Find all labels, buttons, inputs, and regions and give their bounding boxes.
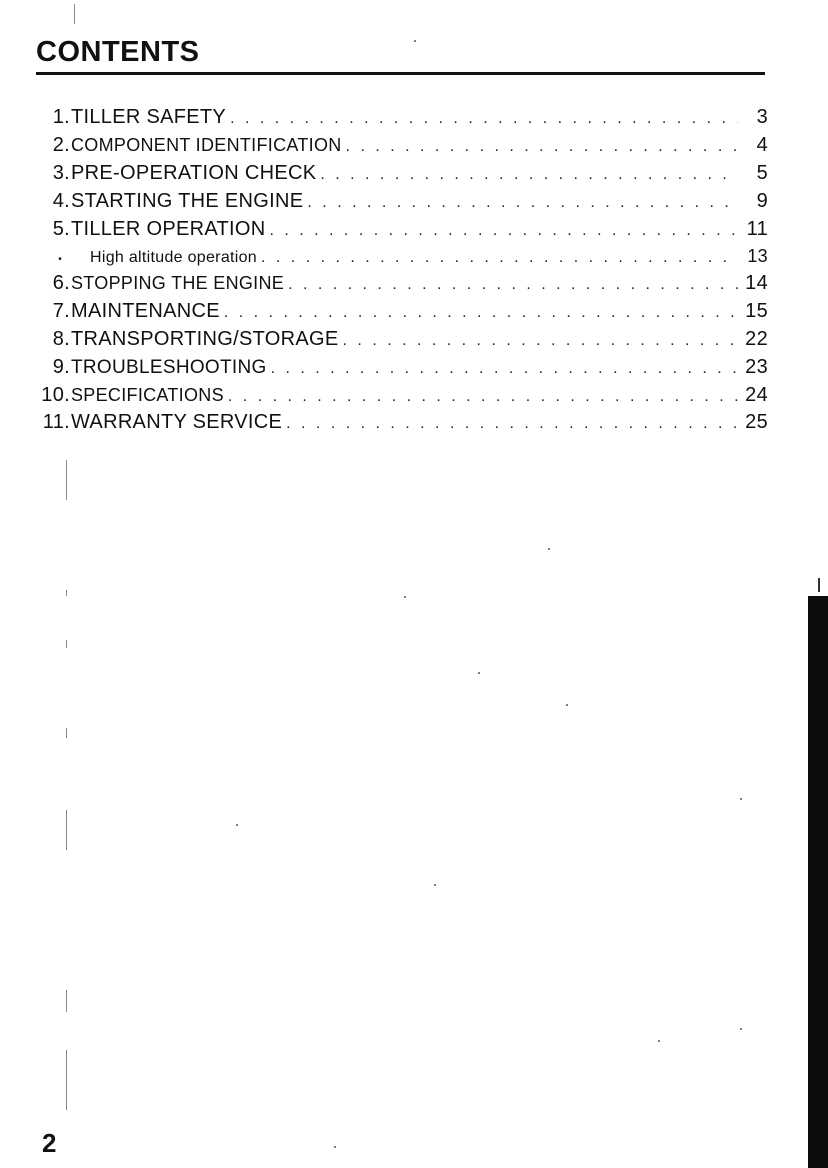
toc-entry-page: 22 (745, 328, 768, 350)
toc-entry-page: 9 (756, 190, 768, 212)
toc-dot-leader (320, 161, 738, 189)
toc-entry-number: 5. (52, 218, 70, 240)
toc-entry-page: 23 (745, 356, 768, 378)
toc-entry-label: STARTING THE ENGINE (71, 190, 304, 212)
toc-entry[interactable] (34, 353, 768, 381)
toc-entry-page: 4 (756, 134, 768, 156)
toc-dot-leader (288, 271, 738, 299)
toc-entry[interactable] (34, 297, 768, 325)
toc-entry[interactable] (34, 381, 768, 409)
toc-entry-number: 2. (52, 134, 70, 156)
toc-entry-page: 25 (745, 411, 768, 433)
toc-subentry[interactable] (34, 242, 768, 270)
toc-dot-leader (261, 244, 738, 272)
scan-margin-mark (66, 810, 67, 850)
scan-speck (434, 884, 436, 886)
toc-entry[interactable] (34, 325, 768, 353)
scan-speck (236, 824, 238, 826)
scan-speck (414, 40, 416, 42)
toc-entry-number: 11. (42, 411, 70, 433)
scan-speck (548, 548, 550, 550)
toc-entry-label: TILLER OPERATION (71, 218, 266, 240)
toc-entry-label: STOPPING THE ENGINE (71, 273, 285, 293)
toc-entry-number: 1. (52, 106, 70, 128)
toc-entry[interactable] (34, 159, 768, 187)
toc-entry-label: COMPONENT IDENTIFICATION (71, 135, 342, 155)
toc-dot-leader (343, 327, 738, 355)
toc-dot-leader (346, 133, 738, 161)
toc-dot-leader (228, 383, 738, 411)
toc-entry-label: TROUBLESHOOTING (71, 357, 267, 378)
toc-entry-label: TILLER SAFETY (71, 106, 227, 128)
toc-entry-label: High altitude operation (90, 249, 258, 266)
scan-margin-mark (66, 1050, 67, 1110)
toc-entry-number: 3. (52, 162, 70, 184)
page-number: 2 (42, 1128, 57, 1158)
toc-entry-page: 3 (756, 106, 768, 128)
bullet-icon: • (58, 254, 62, 265)
toc-entry-label: MAINTENANCE (71, 300, 220, 322)
toc-entry-number: 8. (52, 328, 70, 350)
toc-entry-page: 24 (745, 384, 768, 406)
scan-margin-mark (66, 460, 67, 500)
toc-entry-page: 14 (745, 272, 768, 294)
toc-entry-label: SPECIFICATIONS (71, 385, 224, 405)
toc-entry-label: WARRANTY SERVICE (71, 411, 283, 433)
scan-edge-mark (818, 578, 820, 592)
page-title: CONTENTS (36, 36, 200, 68)
toc-entry-number: 7. (52, 300, 70, 322)
scan-margin-mark (66, 990, 67, 1012)
toc-entry[interactable] (34, 269, 768, 297)
toc-entry[interactable] (34, 131, 768, 159)
toc-entry[interactable] (34, 215, 768, 243)
toc-entry[interactable] (34, 103, 768, 131)
toc-entry[interactable] (34, 408, 768, 436)
scan-margin-mark (66, 640, 67, 648)
toc-entry-label: TRANSPORTING/STORAGE (71, 328, 339, 350)
scan-speck (566, 704, 568, 706)
toc-entry-page: 15 (745, 300, 768, 322)
toc-dot-leader (286, 410, 738, 438)
scan-speck (478, 672, 480, 674)
scan-margin-mark (66, 728, 67, 738)
scan-edge-shadow (808, 596, 828, 1168)
scan-margin-mark (66, 590, 67, 596)
toc-entry[interactable] (34, 187, 768, 215)
scan-speck (658, 1040, 660, 1042)
scan-margin-mark (74, 4, 75, 24)
toc-entry-number: 9. (52, 356, 70, 378)
toc-entry-page: 13 (747, 246, 768, 266)
toc-entry-number: 10. (41, 384, 70, 406)
scan-speck (740, 1028, 742, 1030)
toc-entry-page: 5 (756, 162, 768, 184)
toc-dot-leader (269, 217, 738, 245)
toc-entry-label: PRE-OPERATION CHECK (71, 162, 317, 184)
scan-speck (334, 1146, 336, 1148)
scan-speck (404, 596, 406, 598)
toc-entry-number: 4. (52, 190, 70, 212)
toc-entry-page: 11 (746, 218, 768, 240)
toc-entry-number: 6. (52, 272, 70, 294)
toc-dot-leader (307, 189, 738, 217)
scan-speck (740, 798, 742, 800)
toc-dot-leader (271, 355, 738, 383)
title-rule (36, 72, 765, 75)
toc-dot-leader (224, 299, 738, 327)
toc-dot-leader (230, 105, 738, 133)
